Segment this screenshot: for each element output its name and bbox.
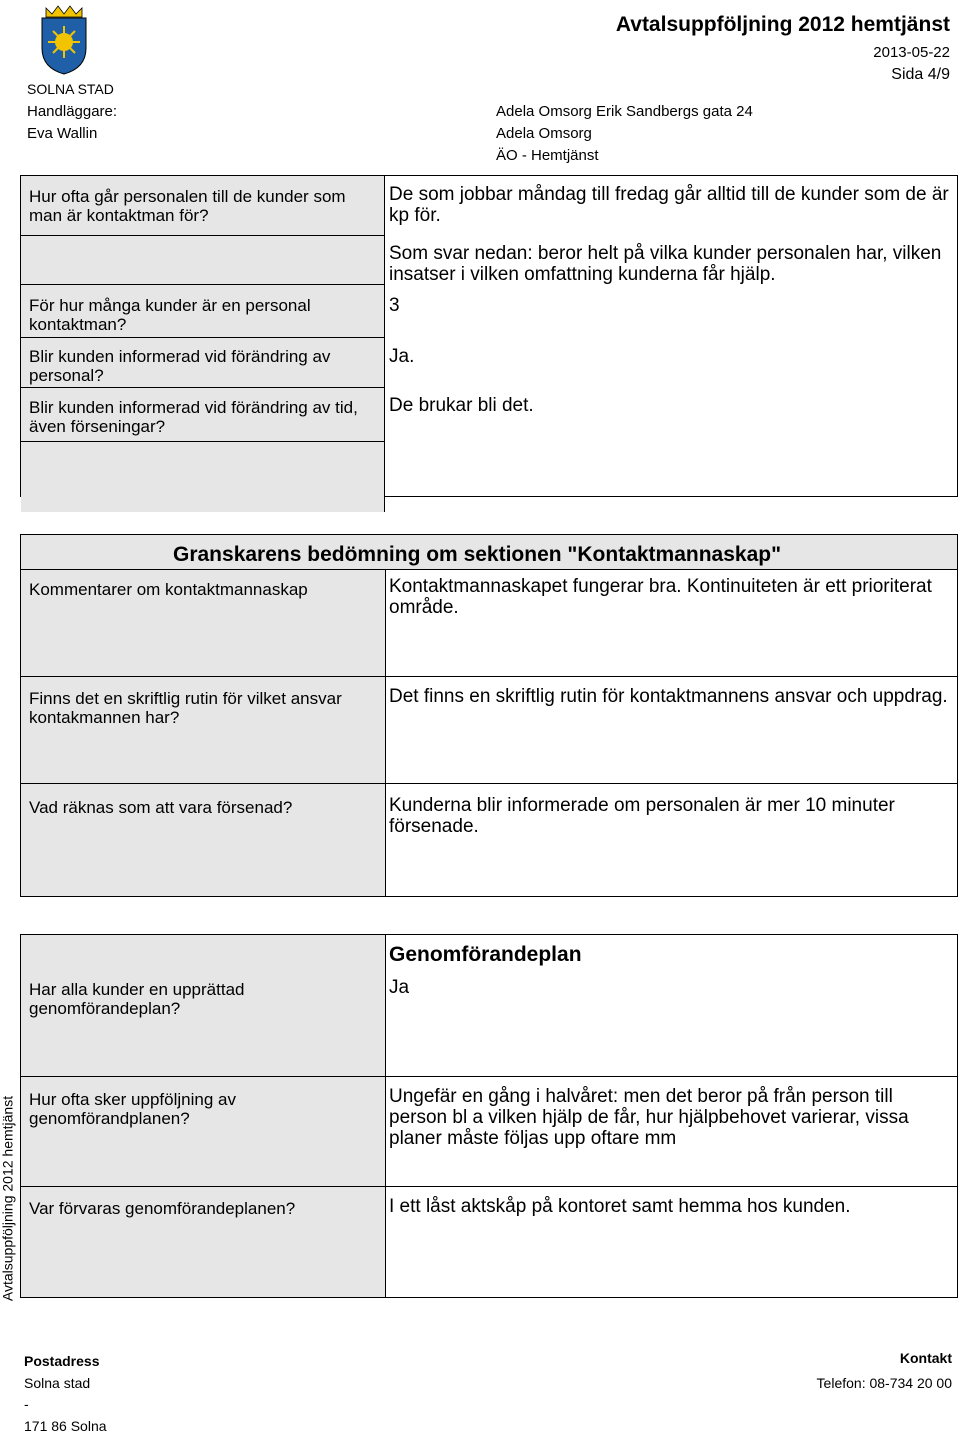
plan-question: Hur ofta sker uppföljning av genomförandplanen? (29, 1090, 236, 1128)
question-informerad-personal: Blir kunden informerad vid förändring av personal? (29, 347, 331, 385)
unit-name: Adela Omsorg (496, 125, 592, 142)
review-answer: Kontaktmannaskapet fungerar bra. Kontinuiteten är ett prioriterat område. (389, 576, 932, 618)
footer-postadress-label: Postadress (24, 1353, 100, 1369)
review-question: Vad räknas som att vara försenad? (29, 798, 293, 817)
footer-kontakt-label: Kontakt (899, 1350, 952, 1366)
review-answer: Kunderna blir informerade om personalen är mer 10 minuter försenade. (389, 795, 895, 837)
footer-city: Solna stad (24, 1375, 91, 1391)
answer-informerad-tid: De brukar bli det. (389, 395, 534, 416)
org-name: SOLNA STAD (27, 81, 114, 97)
plan-heading: Genomförandeplan (389, 943, 582, 966)
plan-answer: Ja (389, 977, 410, 998)
review-heading-bar (20, 534, 958, 570)
answer-kontaktman-frequency-note: Som svar nedan: beror helt på vilka kunder personalen har, vilken insatser i vilken omfattning kunderna får hjälp. (389, 243, 942, 285)
plan-answer: I ett låst aktskåp på kontoret samt hemma hos kunden. (389, 1196, 851, 1217)
plan-answer: Ungefär en gång i halvåret: men det beror på från person till person bl a vilken hjälp de får, hur hjälpbehovet varierar, vissa planer måste följas upp oftare mm (389, 1086, 909, 1149)
review-question: Kommentarer om kontaktmannaskap (29, 580, 308, 599)
review-row-skriftlig-rutin (20, 676, 958, 784)
review-row-forsenad (20, 783, 958, 897)
footer-dash: - (24, 1396, 29, 1412)
question-kunder-per-personal: För hur många kunder är en personal kontaktman? (29, 296, 311, 334)
review-heading: Granskarens bedömning om sektionen "Kontaktmannaskap" (173, 543, 782, 566)
plan-question: Var förvaras genomförandeplanen? (29, 1199, 296, 1218)
review-row-kommentarer (20, 569, 958, 677)
document-title: Avtalsuppföljning 2012 hemtjänst (615, 13, 950, 36)
review-question: Finns det en skriftlig rutin för vilket ansvar kontakmannen har? (29, 689, 342, 727)
handlaggare-label: Handläggare: (27, 103, 118, 120)
unit-address: Adela Omsorg Erik Sandbergs gata 24 (496, 103, 753, 120)
answer-informerad-personal: Ja. (389, 346, 415, 367)
question-kontaktman-frequency: Hur ofta går personalen till de kunder som man är kontaktman för? (29, 187, 346, 225)
plan-question: Har alla kunder en upprättad genomförandeplan? (29, 980, 245, 1018)
answer-kunder-per-personal: 3 (389, 295, 400, 316)
answer-kontaktman-frequency: De som jobbar måndag till fredag går alltid till de kunder som de är kp för. (389, 184, 949, 226)
document-date: 2013-05-22 (873, 44, 950, 61)
footer-phone: Telefon: 08-734 20 00 (816, 1375, 952, 1391)
page-number: Sida 4/9 (891, 66, 950, 83)
side-document-title: Avtalsuppföljning 2012 hemtjänst (0, 1095, 16, 1302)
plan-row-uppfoljning (20, 1076, 958, 1187)
unit-type: ÄO - Hemtjänst (496, 147, 599, 164)
question-informerad-tid: Blir kunden informerad vid förändring av tid, även förseningar? (29, 398, 358, 436)
coat-of-arms-icon (36, 4, 92, 76)
city-logo (36, 4, 92, 76)
handlaggare-name: Eva Wallin (27, 125, 98, 142)
plan-row-upprattad (20, 934, 958, 1077)
question-column (21, 176, 385, 512)
review-answer: Det finns en skriftlig rutin för kontaktmannens ansvar och uppdrag. (389, 686, 948, 707)
plan-row-forvaras (20, 1186, 958, 1298)
section1-table (20, 175, 958, 497)
footer-zip: 171 86 Solna (24, 1418, 107, 1434)
